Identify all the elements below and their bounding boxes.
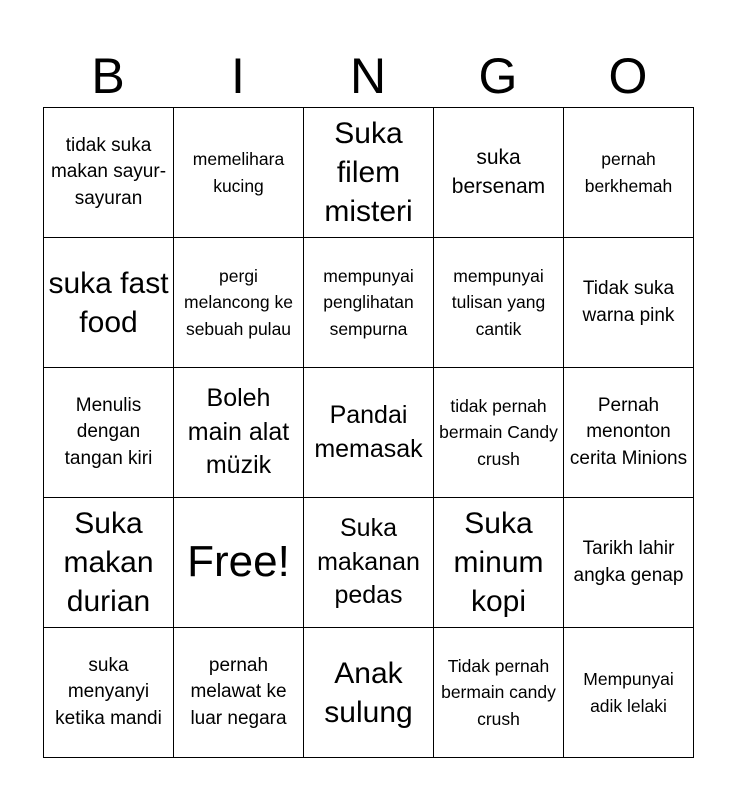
header-letter-b: B xyxy=(91,48,125,104)
board-row xyxy=(44,368,694,498)
board-row xyxy=(44,108,694,238)
bingo-cell[interactable]: Mempunyai adik lelaki xyxy=(564,628,694,758)
bingo-cell[interactable]: pergi melancong ke sebuah pulau xyxy=(174,238,304,368)
bingo-board xyxy=(43,107,694,758)
bingo-cell[interactable]: pernah berkhemah xyxy=(564,108,694,238)
bingo-cell[interactable]: Boleh main alat müzik xyxy=(174,368,304,498)
bingo-cell[interactable]: mempunyai penglihatan sempurna xyxy=(304,238,434,368)
bingo-cell[interactable]: Tidak suka warna pink xyxy=(564,238,694,368)
board-row xyxy=(44,498,694,628)
free-cell[interactable]: Free! xyxy=(174,498,304,628)
bingo-cell[interactable]: pernah melawat ke luar negara xyxy=(174,628,304,758)
bingo-header xyxy=(43,44,693,108)
board-row xyxy=(44,628,694,758)
bingo-cell[interactable]: memelihara kucing xyxy=(174,108,304,238)
bingo-cell[interactable]: Anak sulung xyxy=(304,628,434,758)
bingo-cell[interactable]: tidak pernah bermain Candy crush xyxy=(434,368,564,498)
header-letter-g: G xyxy=(478,48,518,104)
bingo-cell[interactable]: Pernah menonton cerita Minions xyxy=(564,368,694,498)
header-letter-i: I xyxy=(231,48,245,104)
bingo-cell[interactable]: Suka makan durian xyxy=(44,498,174,628)
bingo-cell[interactable]: Suka minum kopi xyxy=(434,498,564,628)
bingo-cell[interactable]: suka menyanyi ketika mandi xyxy=(44,628,174,758)
bingo-cell[interactable]: Tarikh lahir angka genap xyxy=(564,498,694,628)
bingo-cell[interactable]: Suka filem misteri xyxy=(304,108,434,238)
bingo-cell[interactable]: Tidak pernah bermain candy crush xyxy=(434,628,564,758)
bingo-cell[interactable]: tidak suka makan sayur-sayuran xyxy=(44,108,174,238)
board-row xyxy=(44,238,694,368)
bingo-cell[interactable]: suka bersenam xyxy=(434,108,564,238)
bingo-cell[interactable]: mempunyai tulisan yang cantik xyxy=(434,238,564,368)
bingo-cell[interactable]: Suka makanan pedas xyxy=(304,498,434,628)
bingo-cell[interactable]: Menulis dengan tangan kiri xyxy=(44,368,174,498)
header-letter-n: N xyxy=(349,48,387,104)
header-letter-o: O xyxy=(608,48,648,104)
bingo-cell[interactable]: Pandai memasak xyxy=(304,368,434,498)
bingo-cell[interactable]: suka fast food xyxy=(44,238,174,368)
